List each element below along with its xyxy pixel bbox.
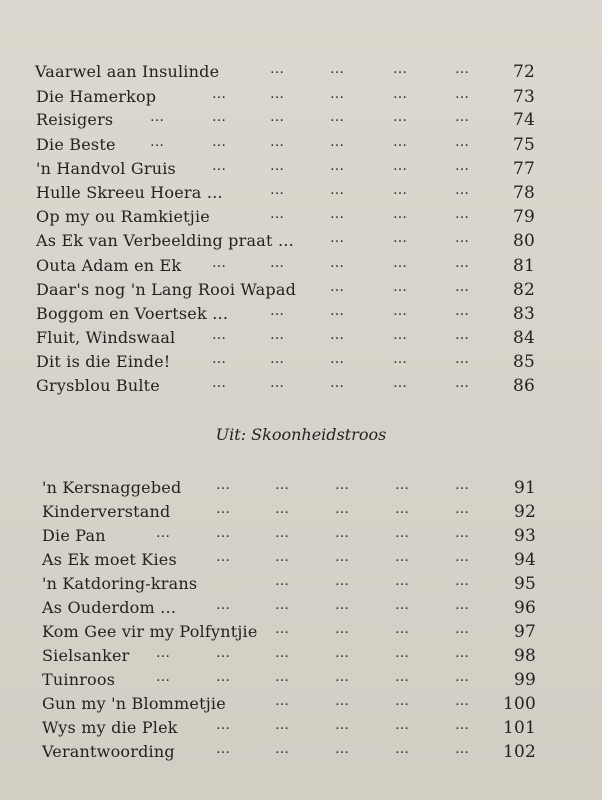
dot-leaders: … … … … … …	[156, 645, 470, 661]
entry-title: Tuinroos	[42, 670, 116, 689]
toc-entry	[0, 596, 602, 620]
toc-entry	[0, 181, 602, 205]
dot-leaders: … … … … … …	[156, 669, 470, 685]
entry-page-number: 85	[512, 352, 535, 372]
entry-title: Hulle Skreeu Hoera …	[36, 183, 224, 202]
dot-leaders: … … … … …	[212, 375, 470, 391]
entry-page-number: 73	[512, 87, 535, 107]
entry-page-number: 82	[512, 280, 535, 300]
section-heading: Uit: Skoonheidstroos	[215, 425, 387, 444]
entry-page-number: 81	[512, 256, 535, 276]
dot-leaders: … … … … … …	[150, 109, 470, 125]
toc-entry	[0, 60, 602, 84]
toc-entry	[0, 302, 602, 326]
toc-entry	[0, 229, 602, 253]
toc-entry	[0, 278, 602, 302]
entry-page-number: 100	[502, 694, 536, 714]
toc-entry	[0, 668, 602, 692]
entry-title: Daar's nog 'n Lang Rooi Wapad	[36, 280, 297, 299]
entry-page-number: 75	[512, 135, 535, 155]
entry-title: Reisigers	[36, 110, 114, 129]
dot-leaders: … … … …	[270, 182, 470, 198]
dot-leaders: … … … … …	[212, 158, 470, 174]
entry-page-number: 97	[513, 622, 536, 642]
dot-leaders: … … … …	[270, 206, 470, 222]
entry-page-number: 95	[513, 574, 536, 594]
dot-leaders: … … … … …	[216, 477, 470, 493]
toc-entry	[0, 740, 602, 764]
toc-entry	[0, 548, 602, 572]
toc-entry	[0, 374, 602, 398]
dot-leaders: … … … … …	[216, 597, 470, 613]
dot-leaders: … … …	[330, 230, 470, 246]
entry-page-number: 72	[512, 62, 535, 82]
dot-leaders: … … … …	[270, 303, 470, 319]
entry-title: 'n Katdoring-krans	[42, 574, 198, 593]
dot-leaders: … … … … …	[212, 255, 470, 271]
toc-entry	[0, 108, 602, 132]
entry-title: Kom Gee vir my Polfyntjie	[42, 622, 258, 641]
entry-title: As Ek van Verbeelding praat …	[36, 231, 295, 250]
toc-entry	[0, 692, 602, 716]
toc-entry	[0, 254, 602, 278]
toc-entry	[0, 644, 602, 668]
entry-page-number: 84	[512, 328, 535, 348]
entry-page-number: 86	[512, 376, 535, 396]
entry-page-number: 78	[512, 183, 535, 203]
toc-entry	[0, 476, 602, 500]
entry-title: Fluit, Windswaal	[36, 328, 176, 347]
entry-title: 'n Handvol Gruis	[36, 159, 176, 178]
toc-entry	[0, 524, 602, 548]
entry-title: Outa Adam en Ek	[36, 256, 182, 275]
toc-entry	[0, 205, 602, 229]
entry-page-number: 74	[512, 110, 535, 130]
dot-leaders: … … …	[330, 279, 470, 295]
entry-page-number: 98	[513, 646, 536, 666]
dot-leaders: … … … … …	[212, 327, 470, 343]
entry-title: Op my ou Ramkietjie	[36, 207, 210, 226]
dot-leaders: … … … … … …	[156, 525, 470, 541]
entry-page-number: 99	[513, 670, 536, 690]
entry-page-number: 91	[513, 478, 536, 498]
entry-title: Vaarwel aan Insulinde	[35, 62, 220, 81]
dot-leaders: … … … … …	[212, 351, 470, 367]
entry-title: Die Hamerkop	[36, 87, 157, 106]
dot-leaders: … … … … …	[212, 86, 470, 102]
entry-title: As Ek moet Kies	[42, 550, 177, 569]
dot-leaders: … … … … …	[216, 717, 470, 733]
dot-leaders: … … … …	[270, 61, 470, 77]
dot-leaders: … … … … … …	[150, 134, 470, 150]
entry-page-number: 93	[513, 526, 536, 546]
dot-leaders: … … … … …	[216, 549, 470, 565]
dot-leaders: … … … … …	[216, 501, 470, 517]
dot-leaders: … … … … …	[216, 741, 470, 757]
toc-entry	[0, 572, 602, 596]
entry-title: Dit is die Einde!	[36, 352, 171, 371]
entry-page-number: 80	[512, 231, 535, 251]
toc-entry	[0, 85, 602, 109]
entry-page-number: 92	[513, 502, 536, 522]
entry-title: As Ouderdom …	[42, 598, 177, 617]
entry-page-number: 94	[513, 550, 536, 570]
entry-title: Boggom en Voertsek …	[36, 304, 229, 323]
entry-page-number: 83	[512, 304, 535, 324]
entry-page-number: 77	[512, 159, 535, 179]
entry-page-number: 96	[513, 598, 536, 618]
toc-entry	[0, 620, 602, 644]
entry-title: Gun my 'n Blommetjie	[42, 694, 226, 713]
entry-title: 'n Kersnaggebed	[42, 478, 182, 497]
entry-title: Die Pan	[42, 526, 106, 545]
entry-title: Die Beste	[36, 135, 116, 154]
toc-entry	[0, 157, 602, 181]
dot-leaders: … … … …	[275, 621, 470, 637]
entry-title: Grysblou Bulte	[36, 376, 160, 395]
toc-entry	[0, 716, 602, 740]
dot-leaders: … … … …	[275, 693, 470, 709]
entry-page-number: 102	[502, 742, 536, 762]
toc-entry	[0, 500, 602, 524]
entry-title: Wys my die Plek	[42, 718, 178, 737]
entry-page-number: 79	[512, 207, 535, 227]
entry-title: Sielsanker	[42, 646, 130, 665]
entry-title: Kinderverstand	[42, 502, 171, 521]
toc-entry	[0, 133, 602, 157]
entry-title: Verantwoording	[42, 742, 175, 761]
entry-page-number: 101	[502, 718, 536, 738]
toc-entry	[0, 326, 602, 350]
toc-entry	[0, 350, 602, 374]
dot-leaders: … … … …	[275, 573, 470, 589]
